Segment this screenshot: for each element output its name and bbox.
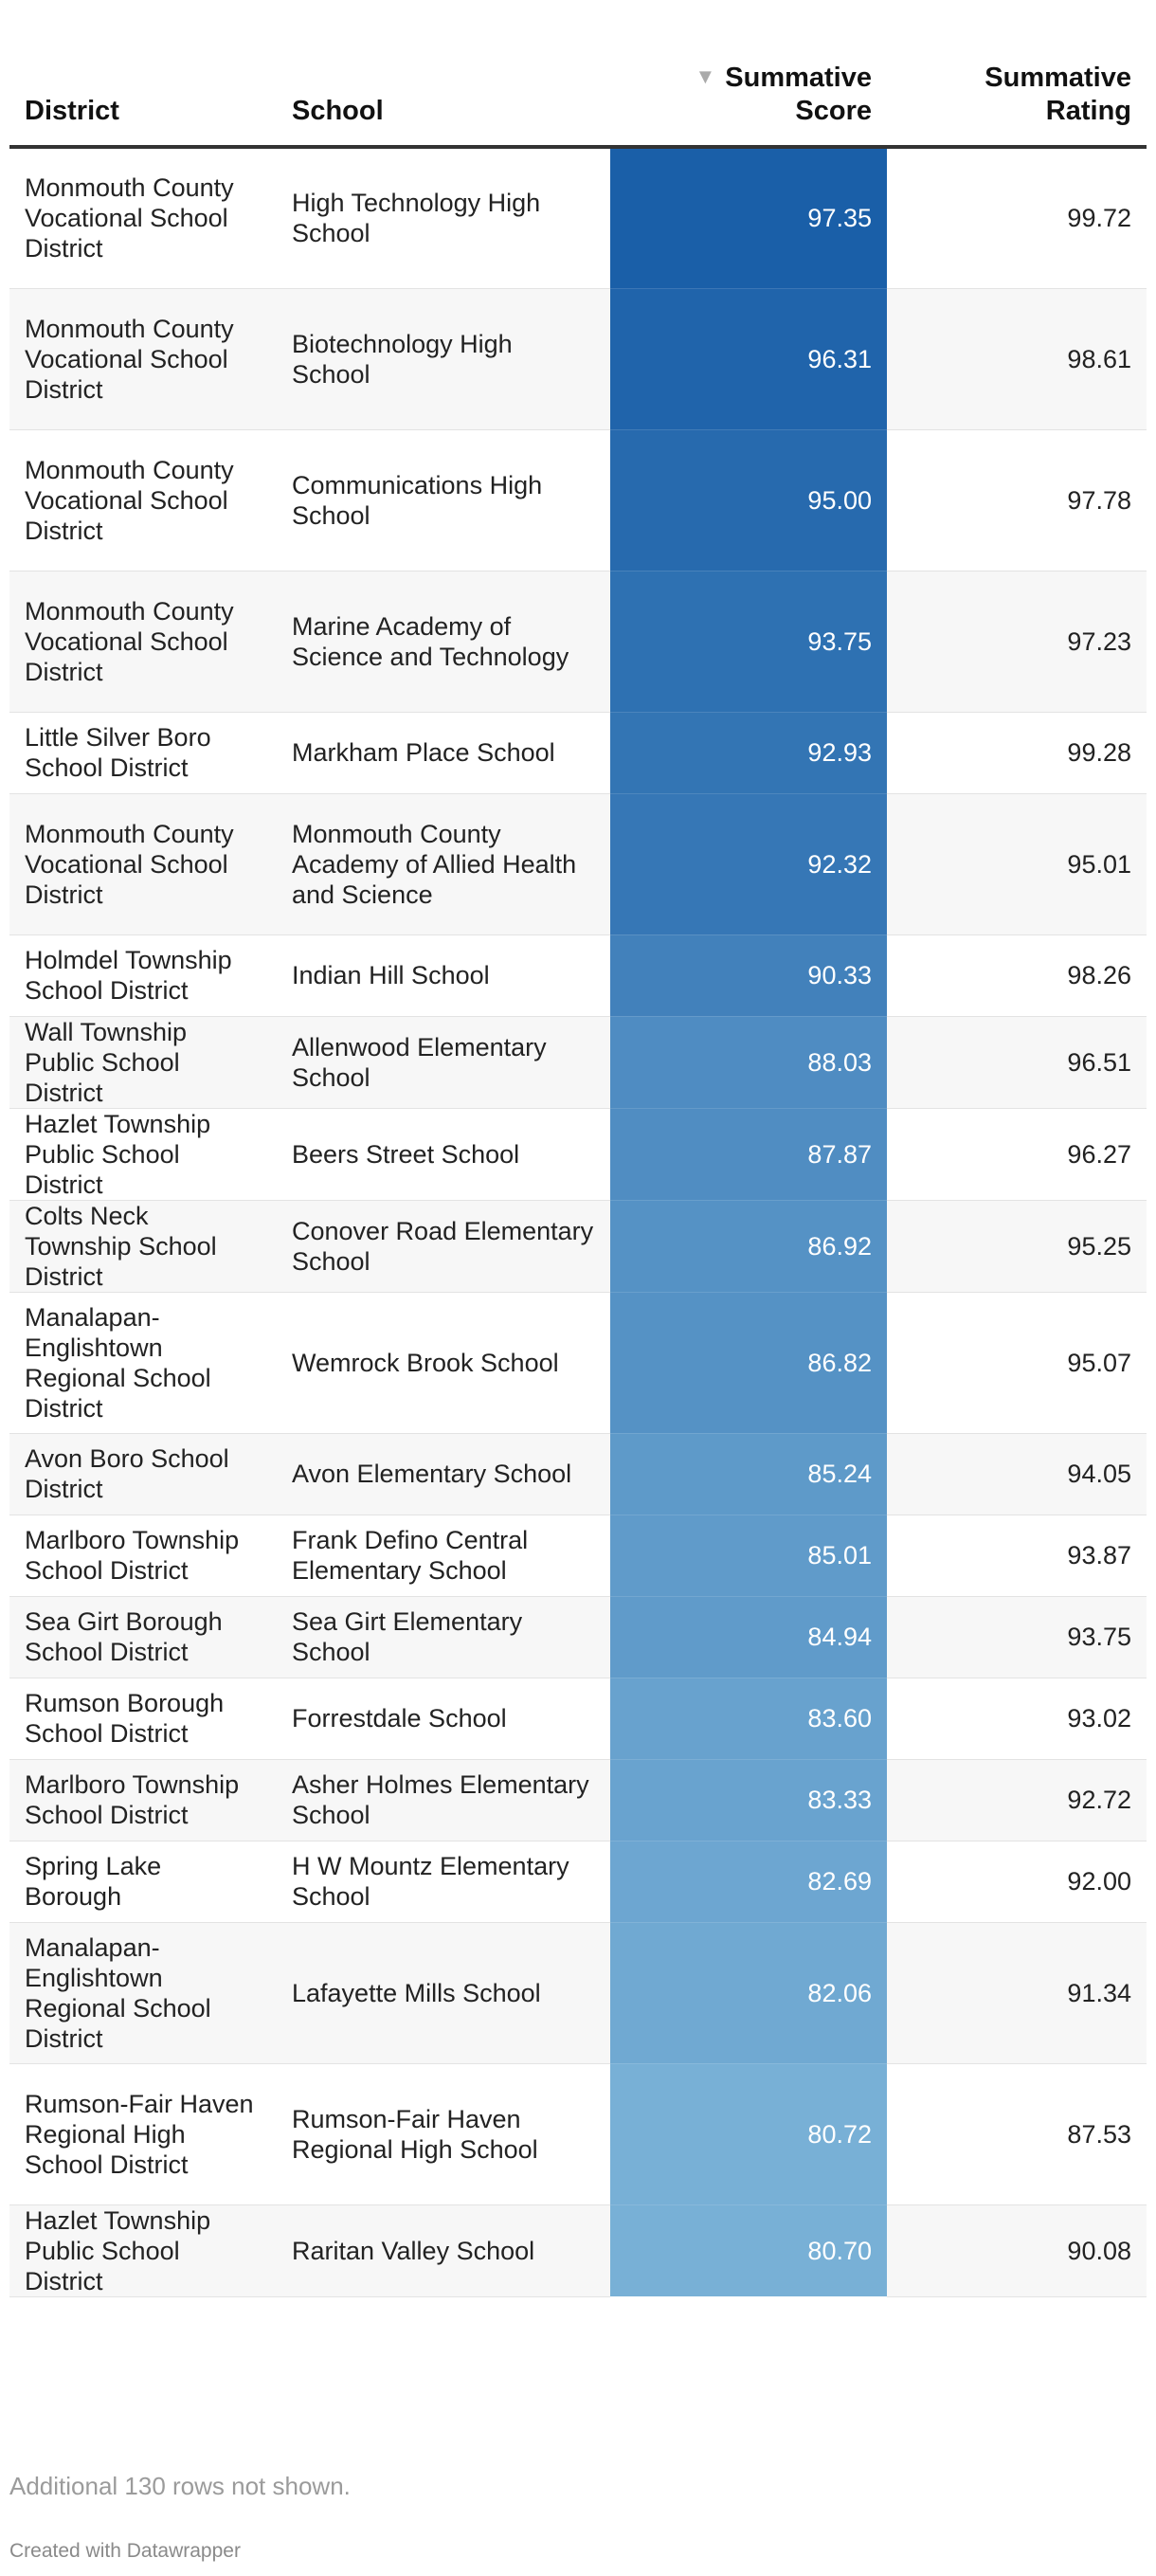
cell-district: Monmouth County Vocational School District — [9, 288, 277, 429]
cell-score: 85.01 — [610, 1515, 887, 1596]
table-row — [9, 1016, 1147, 1108]
cell-district: Little Silver Boro School District — [9, 712, 277, 793]
cell-rating: 96.27 — [887, 1108, 1147, 1200]
cell-score: 96.31 — [610, 288, 887, 429]
table-row — [9, 1759, 1147, 1841]
cell-district: Manalapan-Englishtown Regional School District — [9, 1292, 277, 1433]
cell-district: Manalapan-Englishtown Regional School District — [9, 1922, 277, 2063]
column-header-summative-score[interactable] — [610, 0, 887, 147]
cell-rating: 93.02 — [887, 1678, 1147, 1759]
cell-school: Indian Hill School — [277, 934, 610, 1016]
table-row — [9, 793, 1147, 934]
table-body — [9, 147, 1147, 2296]
table-row — [9, 934, 1147, 1016]
table-row — [9, 288, 1147, 429]
cell-district: Monmouth County Vocational School District — [9, 793, 277, 934]
cell-score: 83.33 — [610, 1759, 887, 1841]
sort-descending-icon: ▼ — [695, 64, 716, 88]
school-ranking-table — [9, 0, 1147, 2297]
cell-rating: 95.01 — [887, 793, 1147, 934]
column-header-school[interactable]: School — [277, 0, 610, 147]
cell-rating: 90.08 — [887, 2204, 1147, 2296]
cell-school: Avon Elementary School — [277, 1433, 610, 1515]
cell-score: 85.24 — [610, 1433, 887, 1515]
table-row — [9, 429, 1147, 571]
cell-school: Markham Place School — [277, 712, 610, 793]
cell-district: Monmouth County Vocational School District — [9, 429, 277, 571]
table-row — [9, 571, 1147, 712]
cell-school: Biotechnology High School — [277, 288, 610, 429]
cell-score: 86.92 — [610, 1200, 887, 1292]
table-row — [9, 1515, 1147, 1596]
cell-rating: 98.26 — [887, 934, 1147, 1016]
cell-rating: 95.07 — [887, 1292, 1147, 1433]
cell-rating: 93.87 — [887, 1515, 1147, 1596]
cell-rating: 99.28 — [887, 712, 1147, 793]
cell-school: Sea Girt Elementary School — [277, 1596, 610, 1678]
cell-rating: 97.78 — [887, 429, 1147, 571]
cell-district: Wall Township Public School District — [9, 1016, 277, 1108]
cell-district: Rumson Borough School District — [9, 1678, 277, 1759]
cell-score: 95.00 — [610, 429, 887, 571]
cell-score: 97.35 — [610, 147, 887, 288]
cell-score: 82.69 — [610, 1841, 887, 1922]
cell-score: 80.70 — [610, 2204, 887, 2296]
table-row — [9, 1200, 1147, 1292]
cell-district: Monmouth County Vocational School District — [9, 571, 277, 712]
table-row — [9, 1433, 1147, 1515]
cell-rating: 87.53 — [887, 2063, 1147, 2204]
datawrapper-credit: Created with Datawrapper — [9, 2540, 241, 2562]
cell-school: Monmouth County Academy of Allied Health and Science — [277, 793, 610, 934]
cell-rating: 98.61 — [887, 288, 1147, 429]
table-row — [9, 1108, 1147, 1200]
cell-school: H W Mountz Elementary School — [277, 1841, 610, 1922]
table-row — [9, 1292, 1147, 1433]
cell-score: 93.75 — [610, 571, 887, 712]
cell-district: Sea Girt Borough School District — [9, 1596, 277, 1678]
cell-rating: 96.51 — [887, 1016, 1147, 1108]
cell-score: 82.06 — [610, 1922, 887, 2063]
cell-score: 84.94 — [610, 1596, 887, 1678]
cell-school: Wemrock Brook School — [277, 1292, 610, 1433]
data-table-container — [9, 0, 1147, 2297]
cell-district: Avon Boro School District — [9, 1433, 277, 1515]
cell-school: Asher Holmes Elementary School — [277, 1759, 610, 1841]
cell-rating: 97.23 — [887, 571, 1147, 712]
cell-school: Rumson-Fair Haven Regional High School — [277, 2063, 610, 2204]
table-row — [9, 1922, 1147, 2063]
column-header-district[interactable]: District — [9, 0, 277, 147]
cell-school: Allenwood Elementary School — [277, 1016, 610, 1108]
cell-district: Spring Lake Borough — [9, 1841, 277, 1922]
cell-district: Colts Neck Township School District — [9, 1200, 277, 1292]
cell-rating: 95.25 — [887, 1200, 1147, 1292]
cell-district: Hazlet Township Public School District — [9, 2204, 277, 2296]
cell-school: Conover Road Elementary School — [277, 1200, 610, 1292]
cell-rating: 92.72 — [887, 1759, 1147, 1841]
cell-score: 92.93 — [610, 712, 887, 793]
cell-school: High Technology High School — [277, 147, 610, 288]
cell-district: Hazlet Township Public School District — [9, 1108, 277, 1200]
cell-school: Beers Street School — [277, 1108, 610, 1200]
cell-score: 87.87 — [610, 1108, 887, 1200]
cell-score: 83.60 — [610, 1678, 887, 1759]
cell-school: Frank Defino Central Elementary School — [277, 1515, 610, 1596]
table-header-row — [9, 0, 1147, 147]
table-row — [9, 712, 1147, 793]
table-row — [9, 2204, 1147, 2296]
cell-district: Holmdel Township School District — [9, 934, 277, 1016]
cell-school: Forrestdale School — [277, 1678, 610, 1759]
column-header-score-label: Summative Score — [725, 63, 872, 126]
cell-score: 92.32 — [610, 793, 887, 934]
cell-school: Communications High School — [277, 429, 610, 571]
cell-rating: 93.75 — [887, 1596, 1147, 1678]
cell-rating: 91.34 — [887, 1922, 1147, 2063]
cell-school: Lafayette Mills School — [277, 1922, 610, 2063]
cell-rating: 94.05 — [887, 1433, 1147, 1515]
table-row — [9, 1596, 1147, 1678]
table-row — [9, 1841, 1147, 1922]
cell-school: Marine Academy of Science and Technology — [277, 571, 610, 712]
table-row — [9, 1678, 1147, 1759]
cell-score: 86.82 — [610, 1292, 887, 1433]
cell-district: Marlboro Township School District — [9, 1759, 277, 1841]
cell-score: 80.72 — [610, 2063, 887, 2204]
cell-district: Marlboro Township School District — [9, 1515, 277, 1596]
cell-rating: 92.00 — [887, 1841, 1147, 1922]
table-row — [9, 2063, 1147, 2204]
cell-school: Raritan Valley School — [277, 2204, 610, 2296]
cell-rating: 99.72 — [887, 147, 1147, 288]
table-row — [9, 147, 1147, 288]
cell-score: 90.33 — [610, 934, 887, 1016]
cell-district: Rumson-Fair Haven Regional High School District — [9, 2063, 277, 2204]
cell-score: 88.03 — [610, 1016, 887, 1108]
column-header-summative-rating[interactable]: Summative Rating — [887, 0, 1147, 147]
table-notes: Additional 130 rows not shown. — [9, 2472, 351, 2500]
cell-district: Monmouth County Vocational School District — [9, 147, 277, 288]
